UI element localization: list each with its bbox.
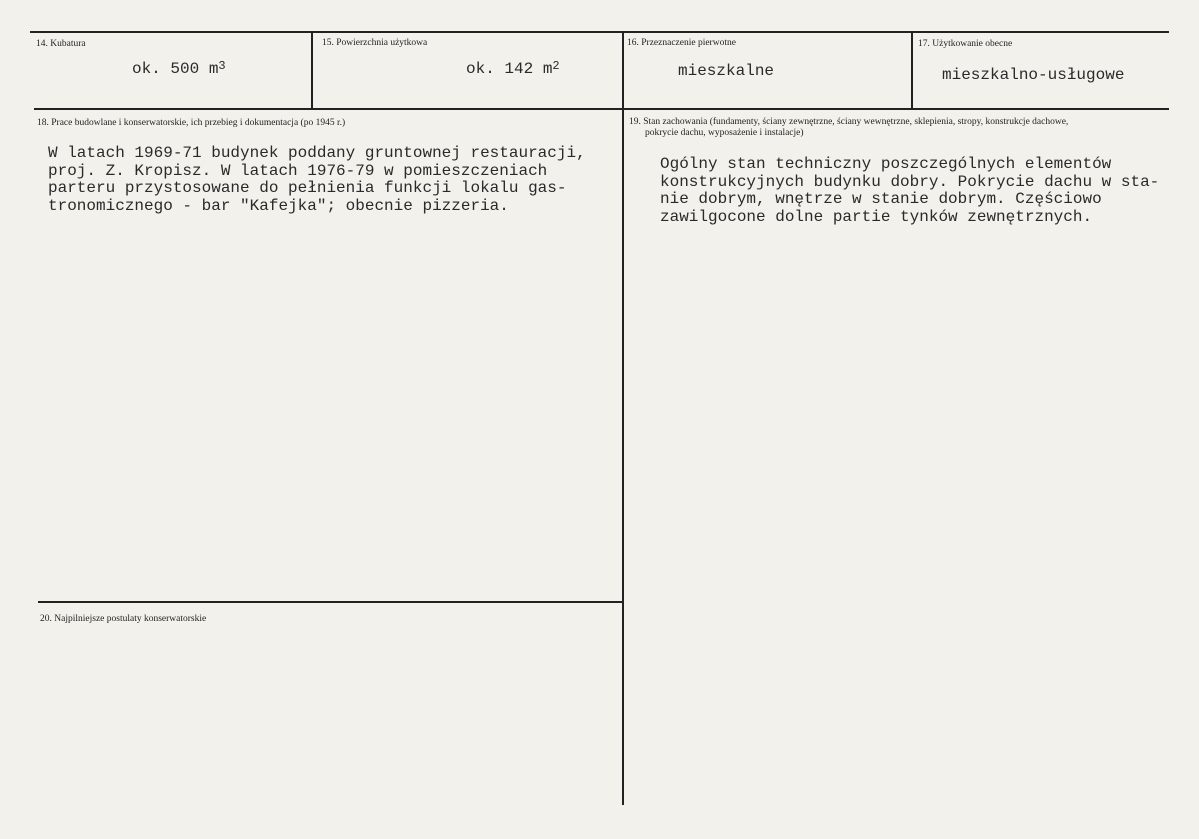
field-14-value [132, 60, 226, 78]
field-20-label: 20. Najpilniejsze postulaty konserwatorskie [40, 614, 207, 624]
field-15-label: 15. Powierzchnia użytkowa [322, 38, 428, 48]
field-17-value: mieszkalno-usługowe [942, 66, 1125, 84]
row-divider-line [34, 108, 1169, 110]
column-divider-15 [311, 31, 313, 109]
kubatura-value-text: ok. 500 m [132, 60, 219, 78]
field-19-label-line2: pokrycie dachu, wyposażenie i instalacje) [645, 128, 804, 138]
section-divider-line [38, 601, 624, 603]
field-15-value [466, 60, 560, 78]
powierzchnia-unit-exponent: 2 [552, 59, 560, 73]
powierzchnia-value-text: ok. 142 m [466, 60, 553, 78]
field-16-label: 16. Przeznaczenie pierwotne [627, 38, 736, 48]
top-border-line [30, 31, 1169, 33]
column-divider-16 [622, 31, 624, 805]
field-16-value: mieszkalne [678, 62, 775, 80]
field-14-label: 14. Kubatura [36, 39, 86, 49]
field-19-label-line1: 19. Stan zachowania (fundamenty, ściany zewnętrzne, ściany wewnętrzne, sklepienia, stropy, konstrukcje dachowe, [629, 117, 1069, 127]
field-17-label: 17. Użytkowanie obecne [918, 39, 1013, 49]
kubatura-unit-exponent: 3 [218, 59, 226, 73]
field-18-text: W latach 1969-71 budynek poddany gruntownej restauracji, proj. Z. Kropisz. W latach 1976-79 w pomieszczeniach parteru przystosowane do pełnienia funkcji lokalu gas- tronomicznego - bar "Kafejka"; obecnie pizzeria. [48, 144, 586, 215]
field-18-label: 18. Prace budowlane i konserwatorskie, ich przebieg i dokumentacja (po 1945 r.) [37, 118, 346, 128]
field-19-text: Ogólny stan techniczny poszczególnych elementów konstrukcyjnych budynku dobry. Pokrycie dachu w sta- nie dobrym, wnętrze w stanie dobrym. Częściowo zawilgocone dolne partie tynków zewnętrznych. [660, 155, 1160, 226]
column-divider-17 [911, 31, 913, 109]
